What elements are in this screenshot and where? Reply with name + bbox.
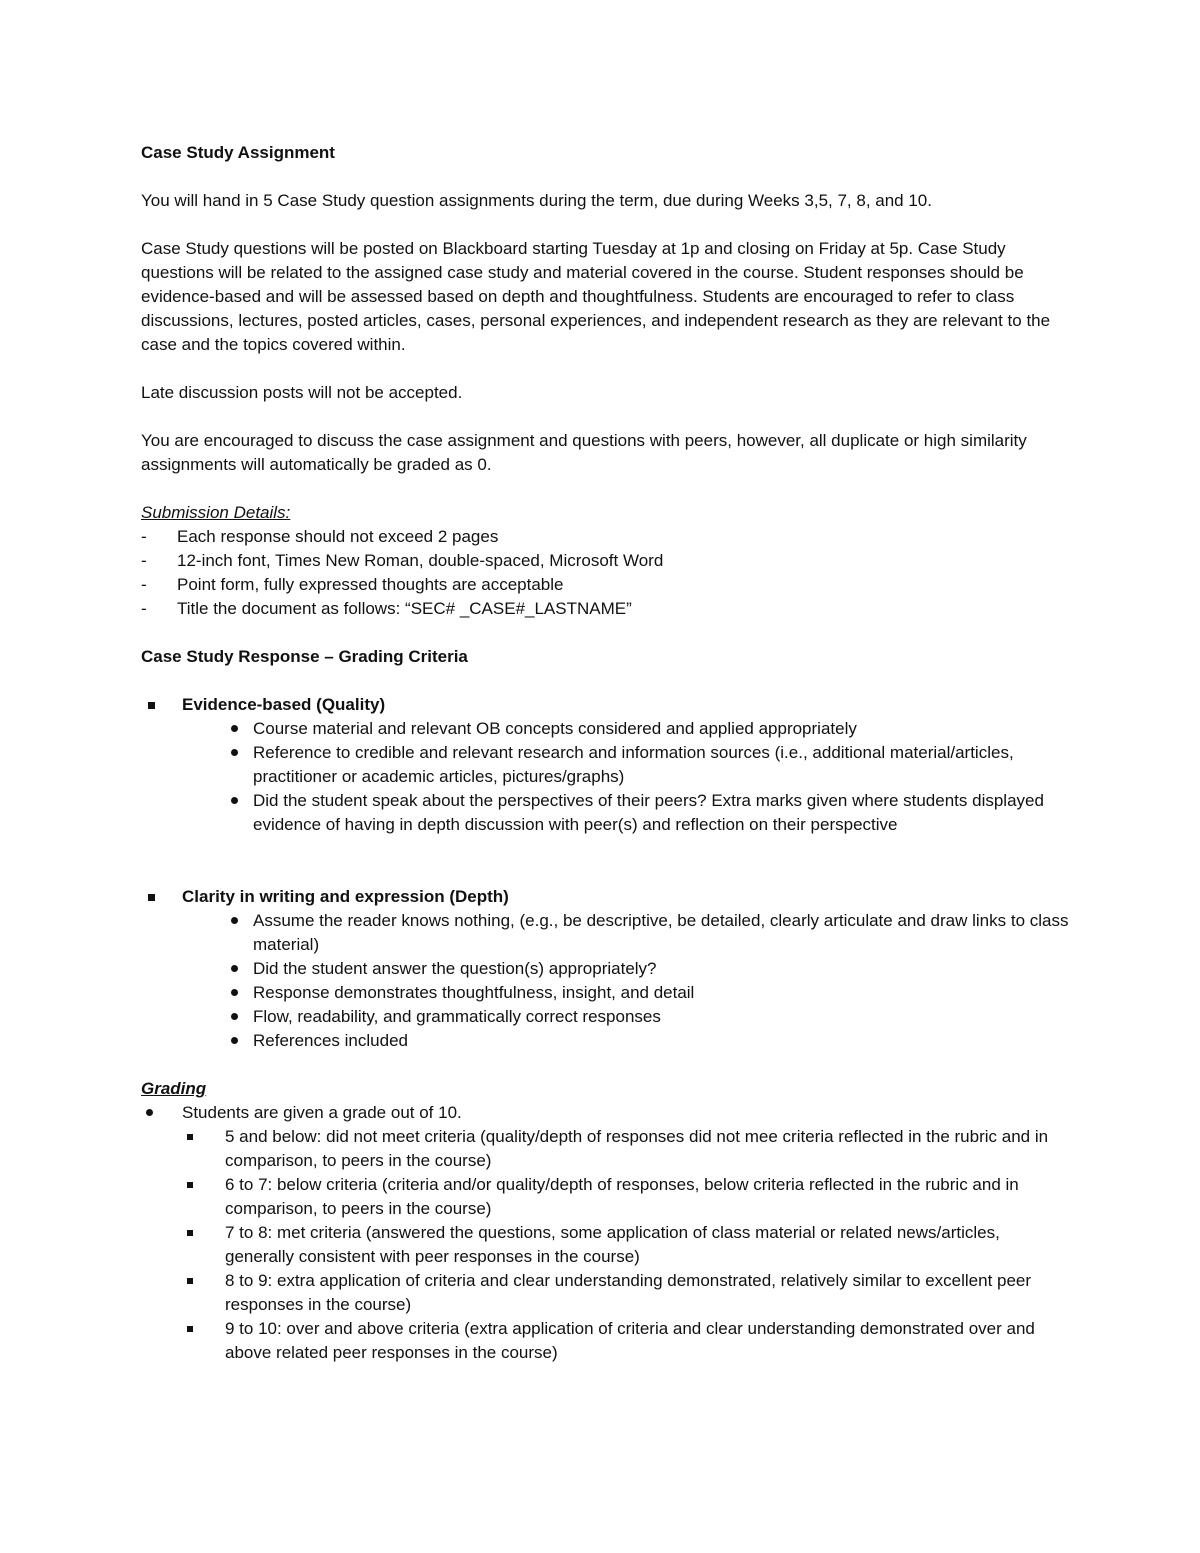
- square-bullet-icon: [187, 1230, 193, 1236]
- list-item: Assume the reader knows nothing, (e.g., be descriptive, be detailed, clearly articulate and draw links to class material): [141, 909, 1071, 957]
- dash-bullet: -: [141, 575, 147, 594]
- list-item: Flow, readability, and grammatically correct responses: [141, 1005, 1071, 1029]
- list-item: Course material and relevant OB concepts considered and applied appropriately: [141, 717, 1071, 741]
- bullet-icon: [231, 1037, 238, 1044]
- bullet-icon: [231, 989, 238, 996]
- list-item: Response demonstrates thoughtfulness, insight, and detail: [141, 981, 1071, 1005]
- bullet-icon: [231, 965, 238, 972]
- square-bullet-icon: [148, 894, 155, 901]
- bullet-icon: [231, 797, 238, 804]
- criteria-section-title: Clarity in writing and expression (Depth): [141, 885, 1071, 909]
- list-item: 8 to 9: extra application of criteria and clear understanding demonstrated, relatively similar to excellent peer responses in the course): [141, 1269, 1071, 1317]
- list-item: - Point form, fully expressed thoughts are acceptable: [141, 573, 1071, 597]
- criteria-section-title: Evidence-based (Quality): [141, 693, 1071, 717]
- late-notice: Late discussion posts will not be accepted.: [141, 383, 463, 402]
- peer-notice: You are encouraged to discuss the case assignment and questions with peers, however, all duplicate or high similarity assignments will automatically be graded as 0.: [141, 431, 1027, 474]
- submission-heading: Submission Details:: [141, 503, 291, 522]
- grading-heading: Grading: [141, 1079, 207, 1098]
- square-bullet-icon: [187, 1134, 193, 1140]
- list-item: Reference to credible and relevant research and information sources (i.e., additional material/articles, practitioner or academic articles, pictures/graphs): [141, 741, 1071, 789]
- list-item: Students are given a grade out of 10. 5 and below: did not meet criteria (quality/depth of responses did not mee criteria reflected in the rubric and in comparison, to peers in the course) 6 to 7: below criteria (criteria and/or quality/depth of responses, below criteria reflected in the rubric and in comparison, to peers in the course) 7 to 8: met criteria (answered the questions, some application of class material or related news/articles, generally consistent with peer responses in the course) 8 to 9: extra application of criteria and clear understanding demonstrated, relatively similar to excellent peer responses in the course) 9 to 10: over and above criteria (extra application of criteria and clear understanding demonstrated over and above related peer responses in the course): [141, 1101, 1071, 1365]
- bullet-icon: [146, 1109, 153, 1116]
- square-bullet-icon: [187, 1278, 193, 1284]
- list-item: 9 to 10: over and above criteria (extra application of criteria and clear understanding demonstrated over and above related peer responses in the course): [141, 1317, 1071, 1365]
- square-bullet-icon: [187, 1182, 193, 1188]
- criteria-section-list: [141, 909, 1071, 1053]
- dash-bullet: -: [141, 527, 147, 546]
- list-item: 5 and below: did not meet criteria (quality/depth of responses did not mee criteria reflected in the rubric and in comparison, to peers in the course): [141, 1125, 1071, 1173]
- bullet-icon: [231, 1013, 238, 1020]
- square-bullet-icon: [187, 1326, 193, 1332]
- dash-bullet: -: [141, 599, 147, 618]
- submission-list: [141, 525, 1071, 621]
- posting-paragraph: Case Study questions will be posted on Blackboard starting Tuesday at 1p and closing on Friday at 5p. Case Study questions will be related to the assigned case study and material covered in the course. Student responses should be evidence-based and will be assessed based on depth and thoughtfulness. Students are encouraged to refer to class discussions, lectures, posted articles, cases, personal experiences, and independent research as they are relevant to the case and the topics covered within.: [141, 239, 1051, 354]
- grading-list: [141, 1101, 1071, 1365]
- document-title: Case Study Assignment: [141, 143, 335, 162]
- list-item: Did the student answer the question(s) appropriately?: [141, 957, 1071, 981]
- list-item: - 12-inch font, Times New Roman, double-spaced, Microsoft Word: [141, 549, 1071, 573]
- list-item: 6 to 7: below criteria (criteria and/or quality/depth of responses, below criteria reflected in the rubric and in comparison, to peers in the course): [141, 1173, 1071, 1221]
- list-item: Did the student speak about the perspectives of their peers? Extra marks given where students displayed evidence of having in depth discussion with peer(s) and reflection on their perspective: [141, 789, 1071, 837]
- list-item: - Each response should not exceed 2 pages: [141, 525, 1071, 549]
- square-bullet-icon: [148, 702, 155, 709]
- bullet-icon: [231, 917, 238, 924]
- bullet-icon: [231, 749, 238, 756]
- bullet-icon: [231, 725, 238, 732]
- intro-paragraph: You will hand in 5 Case Study question assignments during the term, due during Weeks 3,5, 7, 8, and 10.: [141, 191, 932, 210]
- list-item: - Title the document as follows: “SEC# _CASE#_LASTNAME”: [141, 597, 1071, 621]
- list-item: 7 to 8: met criteria (answered the questions, some application of class material or related news/articles, generally consistent with peer responses in the course): [141, 1221, 1071, 1269]
- list-item: References included: [141, 1029, 1071, 1053]
- criteria-heading: Case Study Response – Grading Criteria: [141, 647, 468, 666]
- document-page: [141, 141, 1071, 1365]
- criteria-section-list: [141, 717, 1071, 837]
- grading-sub-list: [141, 1125, 1071, 1365]
- dash-bullet: -: [141, 551, 147, 570]
